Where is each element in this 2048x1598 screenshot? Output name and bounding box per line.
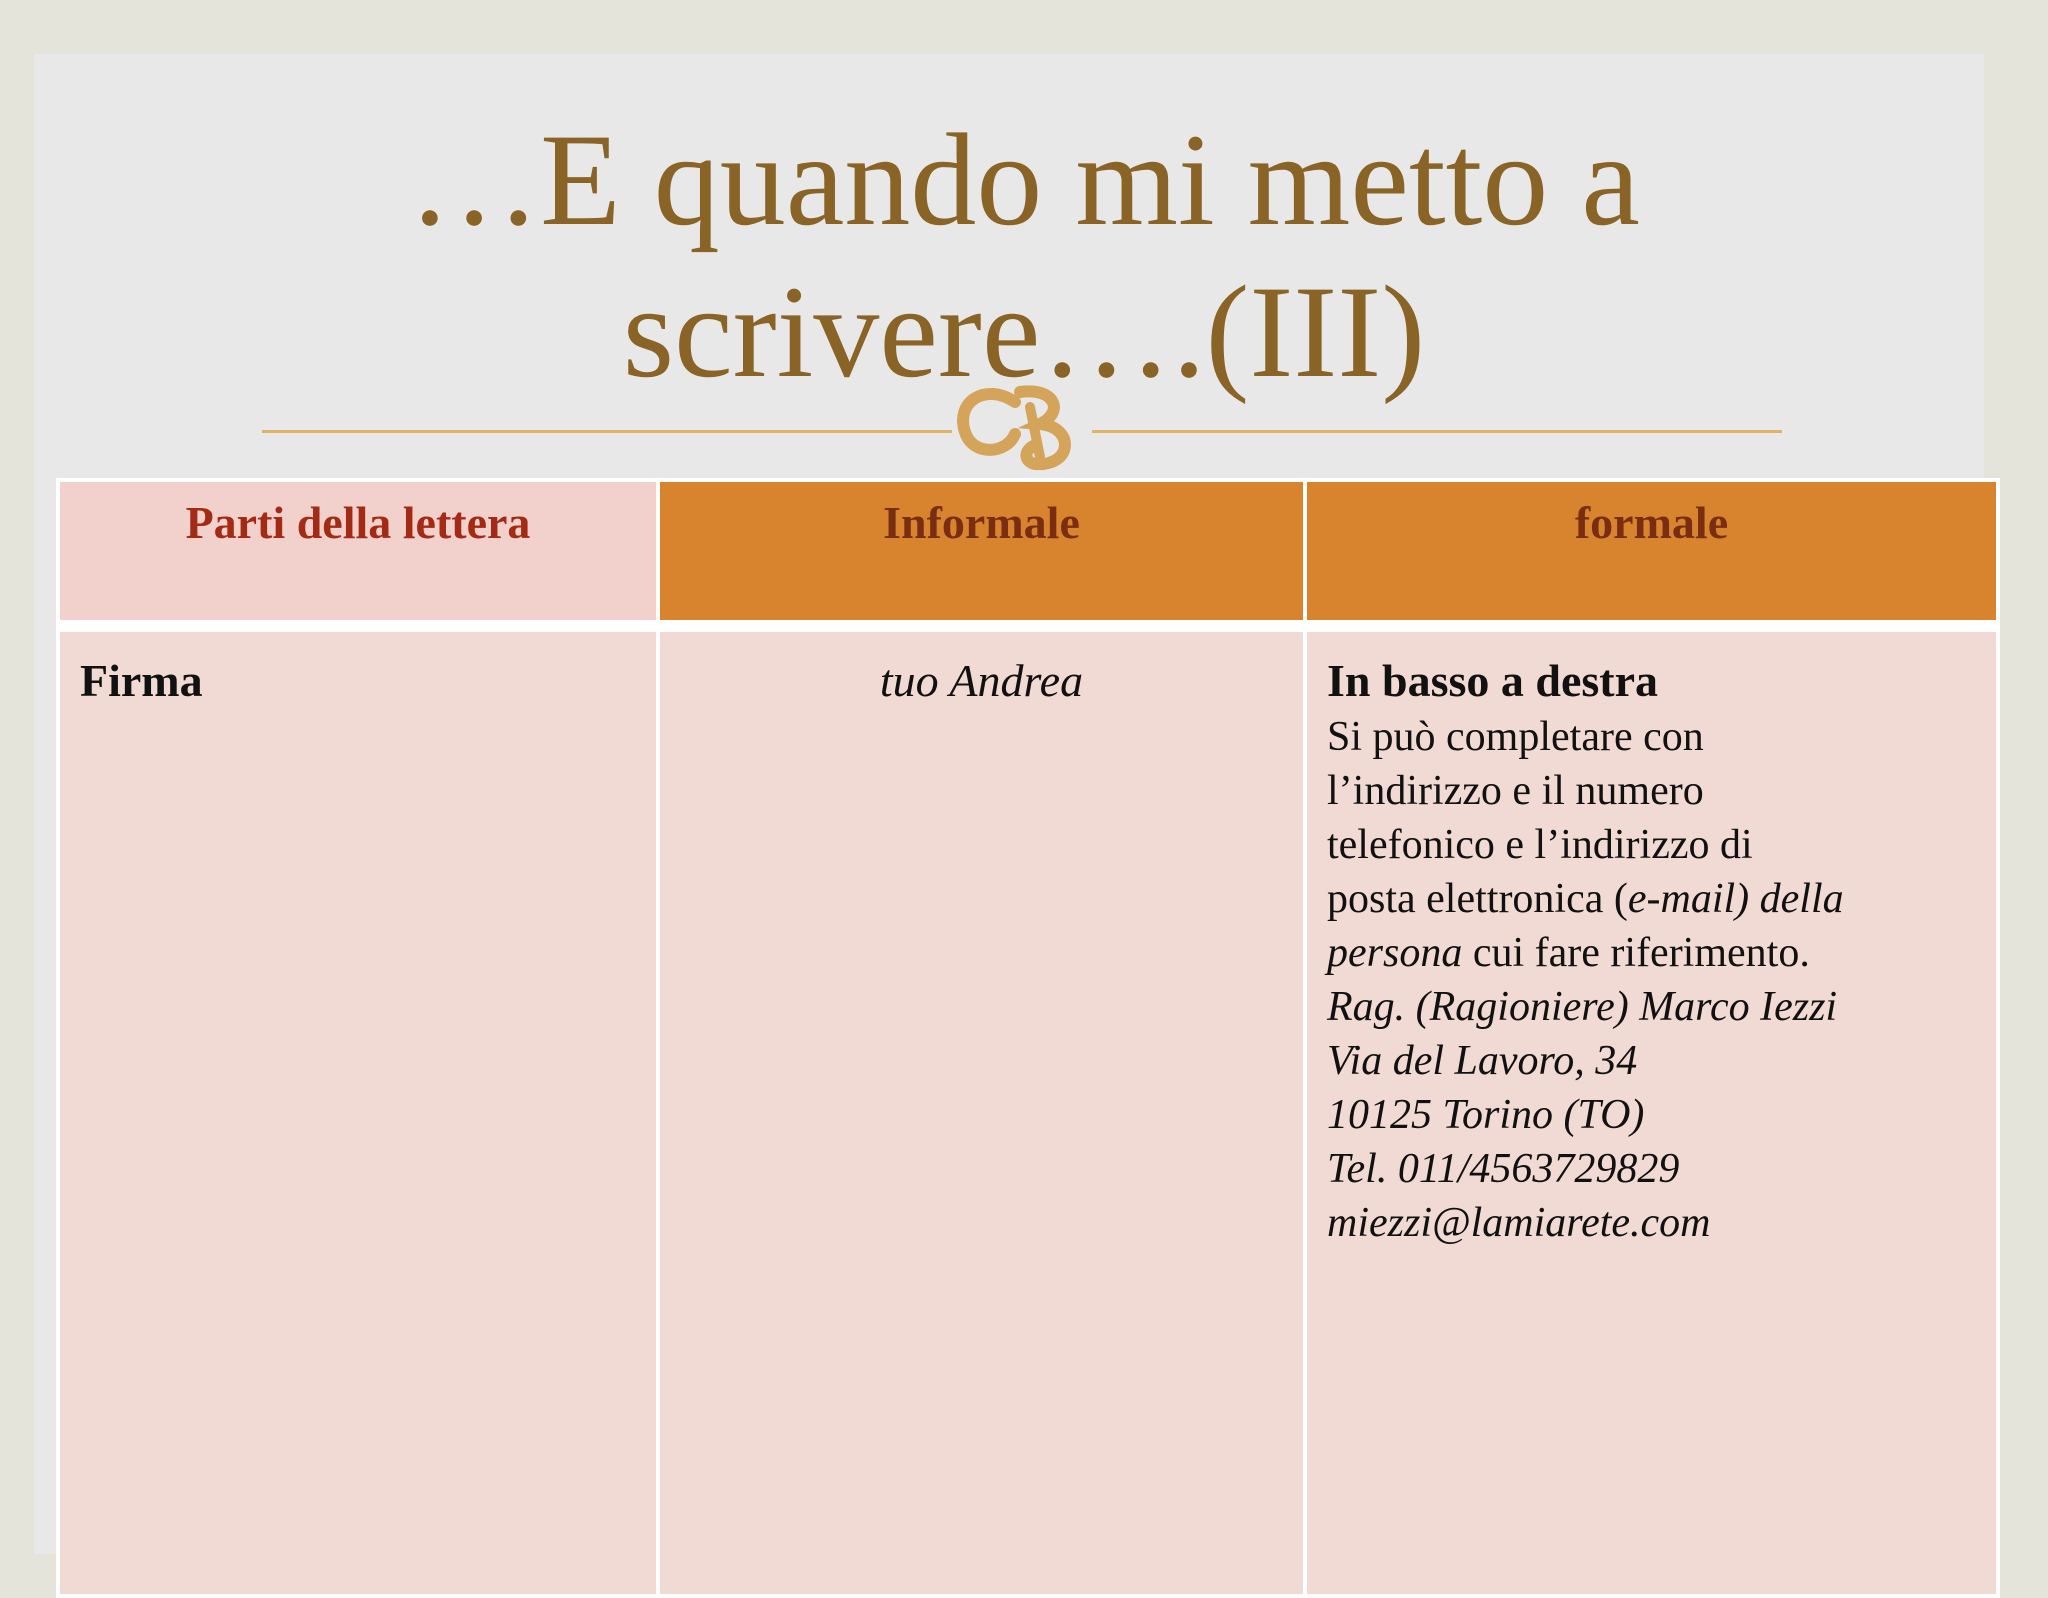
formal-line: posta elettronica (e-mail) della	[1327, 876, 1844, 922]
cell-formal	[1305, 630, 1998, 1596]
cell-part: Firma	[58, 630, 658, 1596]
title-line-2: scrivere….(III)	[622, 258, 1426, 405]
formal-line: Tel. 011/4563729829	[1327, 1146, 1680, 1192]
flourish-ornament-icon	[945, 372, 1095, 477]
table-spacer	[58, 622, 1998, 630]
formal-line: miezzi@lamiarete.com	[1327, 1200, 1711, 1246]
divider-left	[262, 430, 952, 433]
formal-line: telefonico e l’indirizzo di	[1327, 822, 1753, 868]
formal-line: Si può completare con	[1327, 714, 1704, 760]
header-parti: Parti della lettera	[58, 480, 658, 622]
formal-line: Via del Lavoro, 34	[1327, 1038, 1638, 1084]
table-row	[58, 630, 1998, 1596]
letter-parts-table	[56, 478, 2000, 1598]
formal-heading: In basso a destra	[1327, 655, 1659, 706]
header-formale: formale	[1305, 480, 1998, 622]
formal-line: 10125 Torino (TO)	[1327, 1092, 1645, 1138]
formal-line: Rag. (Ragioniere) Marco Iezzi	[1327, 984, 1838, 1030]
formal-line: persona cui fare riferimento.	[1327, 930, 1810, 976]
title-line-1: …E quando mi metto a	[408, 106, 1640, 253]
formal-line: l’indirizzo e il numero	[1327, 768, 1704, 814]
table-header-row	[58, 480, 1998, 622]
divider-right	[1092, 430, 1782, 433]
header-informale: Informale	[658, 480, 1305, 622]
slide-title	[0, 104, 2048, 408]
cell-informal: tuo Andrea	[658, 630, 1305, 1596]
